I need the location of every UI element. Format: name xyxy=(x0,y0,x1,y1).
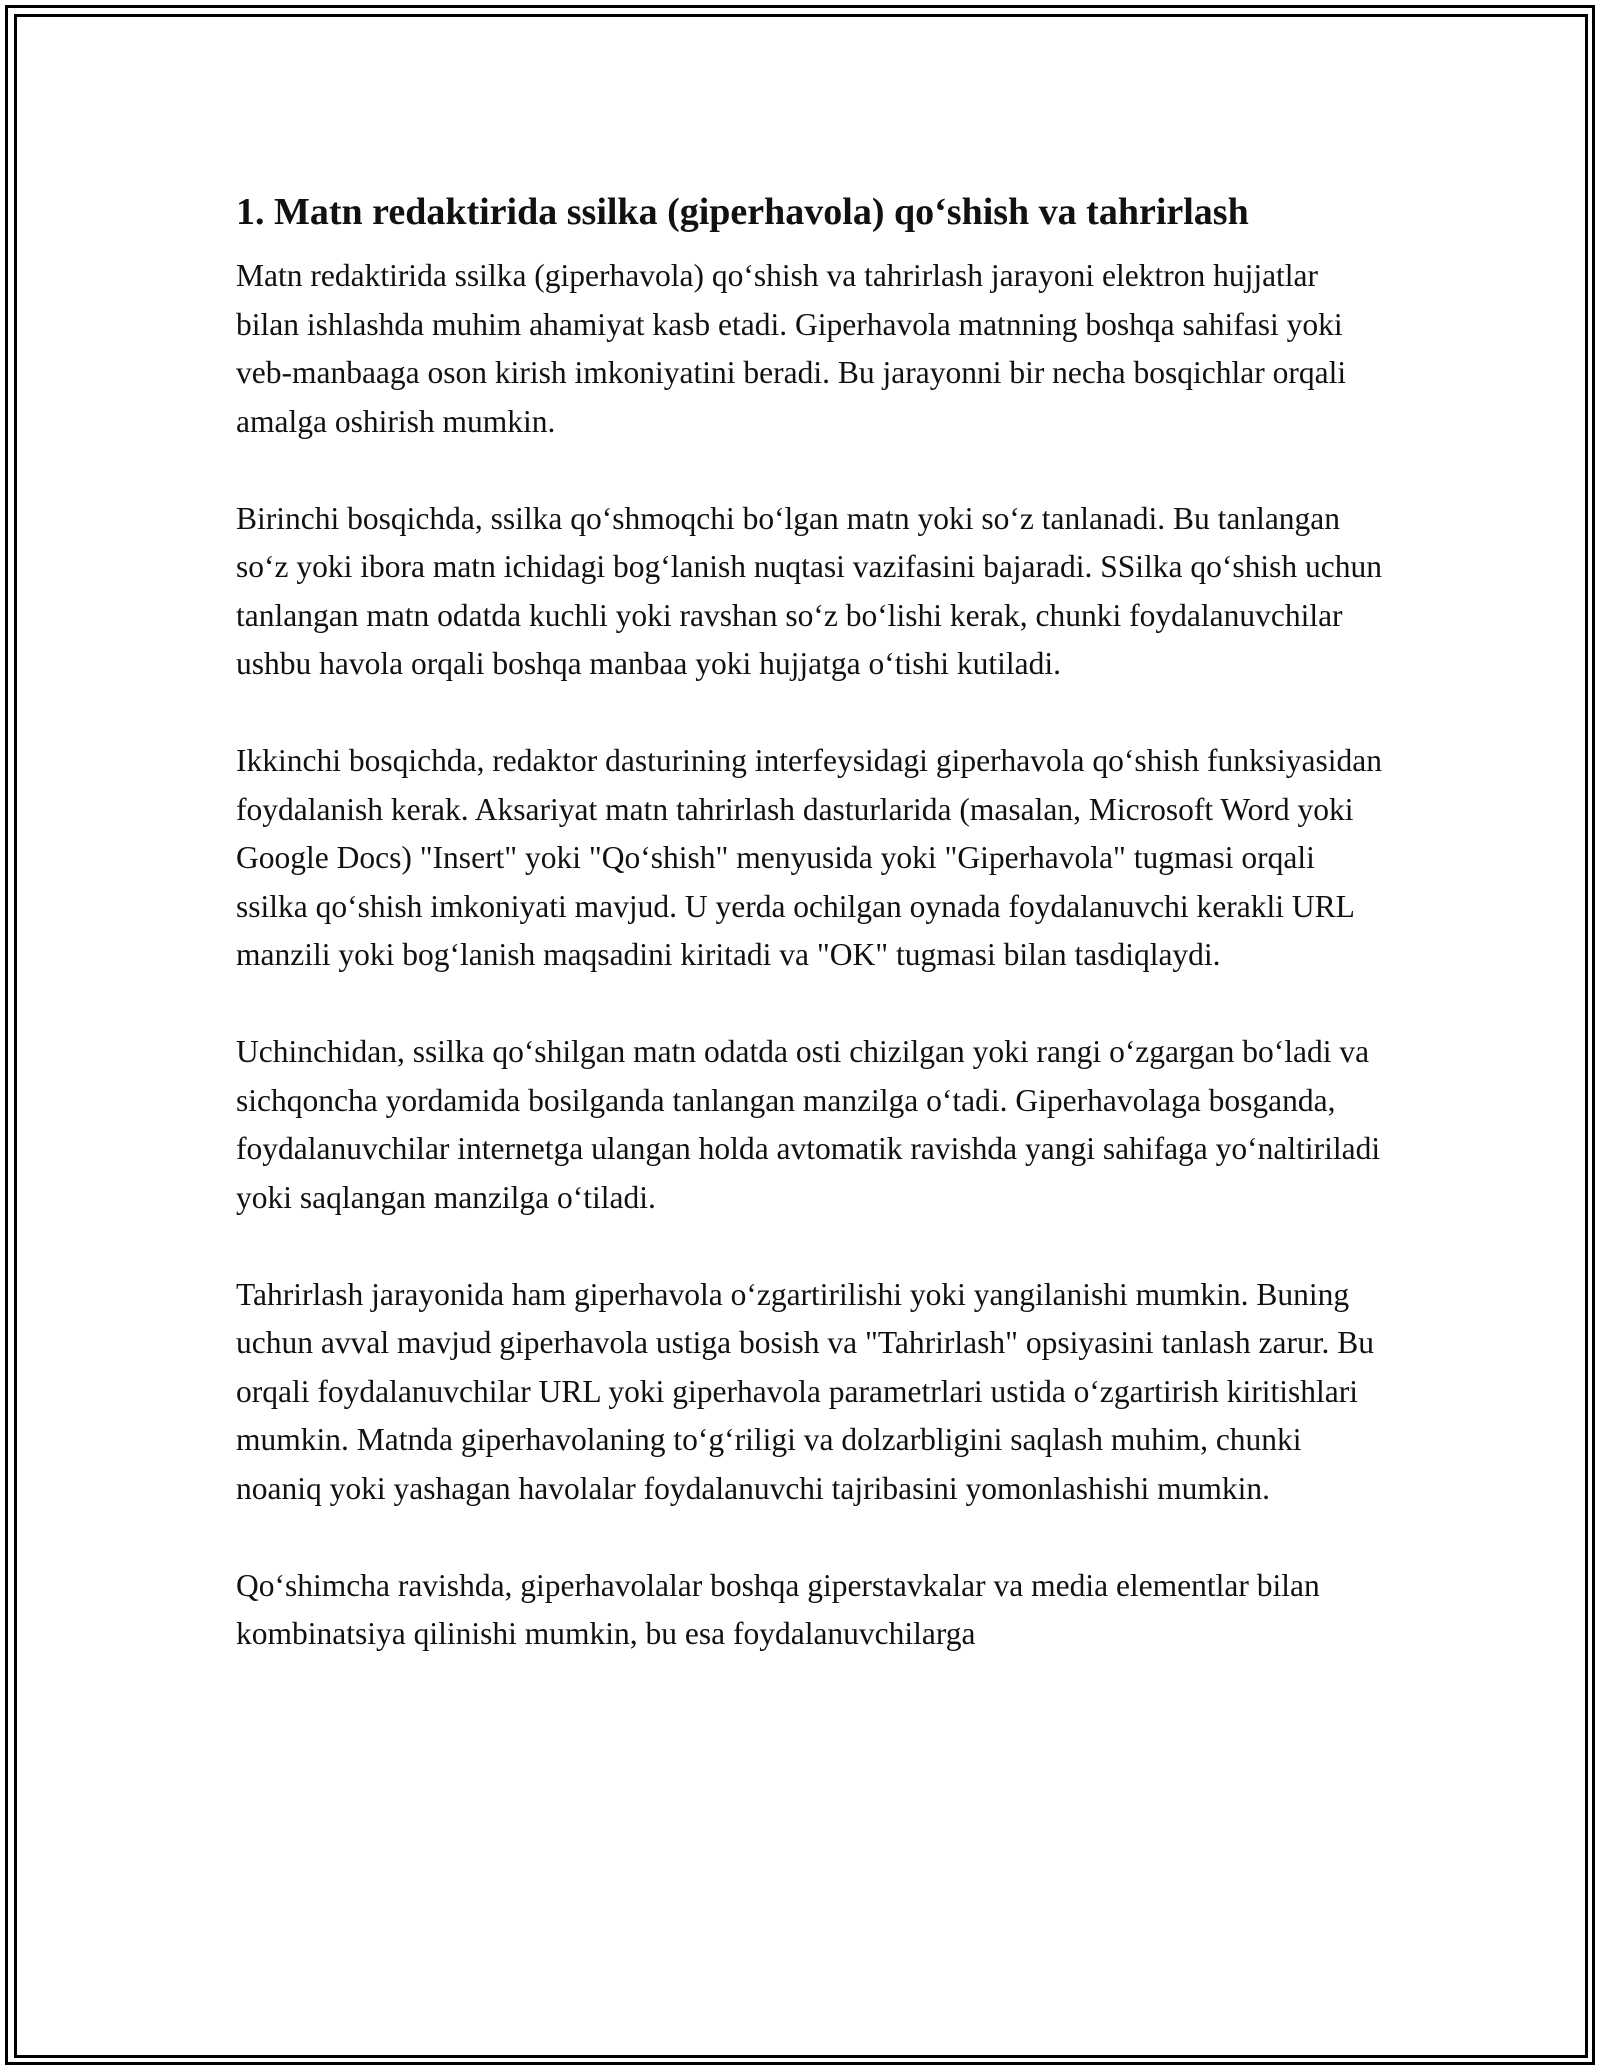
paragraph-additional: Qo‘shimcha ravishda, giperhavolalar boshqa giperstavkalar va media elementlar bilan kombinatsiya qilinishi mumkin, bu esa foydalanuvchilarga xyxy=(236,1567,1320,1651)
paragraph-step-1: Birinchi bosqichda, ssilka qo‘shmoqchi bo‘lgan matn yoki so‘z tanlanadi. Bu tanlangan so‘z yoki ibora matn ichidagi bog‘lanish nuqtasi vazifasini bajaradi. SSilka qo‘shish uchun tanlangan matn odatda kuchli yoki ravshan so‘z bo‘lishi kerak, chunki foydalanuvchilar ushbu havola orqali boshqa manbaa yoki hujjatga o‘tishi kutiladi. xyxy=(236,500,1383,681)
paragraph-step-3: Uchinchidan, ssilka qo‘shilgan matn odatda osti chizilgan yoki rangi o‘zgargan bo‘ladi va sichqoncha yordamida bosilganda tanlangan manzilga o‘tadi. Giperhavolaga bosganda, foydalanuvchilar internetga ulangan holda avtomatik ravishda yangi sahifaga yo‘naltiriladi yoki saqlangan manzilga o‘tiladi. xyxy=(236,1034,1381,1215)
paragraph-step-2: Ikkinchi bosqichda, redaktor dasturining interfeysidagi giperhavola qo‘shish funksiyasidan foydalanish kerak. Aksariyat matn tahrirlash dasturlarida (masalan, Microsoft Word yoki Google Docs) "Insert" yoki "Qo‘shish" menyusida yoki "Giperhavola" tugmasi orqali ssilka qo‘shish imkoniyati mavjud. U yerda ochilgan oynada foydalanuvchi kerakli URL manzili yoki bog‘lanish maqsadini kiritadi va "OK" tugmasi bilan tasdiqlaydi. xyxy=(236,743,1382,972)
document-page xyxy=(236,186,1386,1659)
paragraph-editing: Tahrirlash jarayonida ham giperhavola o‘zgartirilishi yoki yangilanishi mumkin. Buning uchun avval mavjud giperhavola ustiga bosish va "Tahrirlash" opsiyasini tanlash zarur. Bu orqali foydalanuvchilar URL yoki giperhavola parametrlari ustida o‘zgartirish kiritishlari mumkin. Matnda giperhavolaning to‘g‘riligi va dolzarbligini saqlash muhim, chunki noaniq yoki yashagan havolalar foydalanuvchi tajribasini yomonlashishi mumkin. xyxy=(236,1276,1375,1506)
section-heading: 1. Matn redaktirida ssilka (giperhavola) qo‘shish va tahrirlash xyxy=(236,191,1249,233)
paragraph-intro: Matn redaktirida ssilka (giperhavola) qo‘shish va tahrirlash jarayoni elektron hujjatlar bilan ishlashda muhim ahamiyat kasb etadi. Giperhavola matnning boshqa sahifasi yoki veb-manbaaga oson kirish imkoniyatini beradi. Bu jarayonni bir necha bosqichlar orqali amalga oshirish mumkin. xyxy=(236,258,1347,439)
